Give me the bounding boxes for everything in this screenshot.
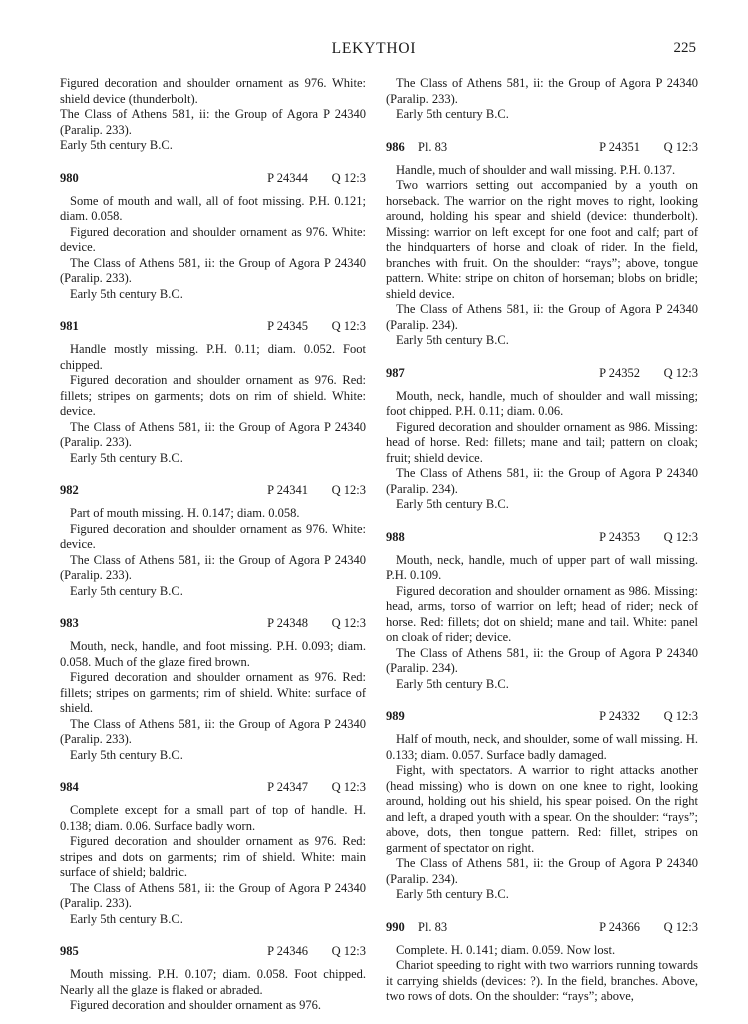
paragraph: Early 5th century B.C. (70, 911, 183, 926)
paragraph: Complete except for a small part of top of handle. H. 0.138; diam. 0.06. Surface badly worn. (60, 803, 366, 833)
inventory-number: P 24348 (267, 616, 308, 630)
paragraph: Mouth missing. P.H. 0.107; diam. 0.058. Foot chipped. Nearly all the glaze is flaked or abraded. (60, 967, 366, 997)
paragraph: Early 5th century B.C. (396, 107, 509, 121)
entry-header (386, 140, 698, 156)
catalog-number: 987 (386, 365, 405, 380)
entry-header (60, 171, 366, 187)
inventory-number: P 24352 (599, 365, 640, 380)
entry-header (386, 920, 698, 936)
paragraph: The Class of Athens 581, ii: the Group of Agora P 24340 (Paralip. 233). (60, 552, 366, 582)
inventory-number: P 24341 (267, 483, 308, 497)
entry-header (386, 709, 698, 725)
paragraph: The Class of Athens 581, ii: the Group of Agora P 24340 (Paralip. 233). (60, 419, 366, 449)
catalog-entry (60, 171, 366, 303)
grid-reference: Q 12:3 (331, 616, 366, 630)
left-column (60, 76, 366, 1014)
paragraph: Figured decoration and shoulder ornament as 976. Red: fillets; stripes on garments; rim of shield. White: surface of shield. (60, 670, 366, 715)
right-column (386, 76, 698, 1005)
paragraph: Early 5th century B.C. (396, 333, 509, 347)
paragraph: Fight, with spectators. A warrior to right attacks another (head missing) who is down on one knee to right, looking around, holding out his shield, his spear poised. On the right and left, a draped youth with a spear. On the shoulder: “rays”; above, dots, then tongue pattern. Red: fillet, stripes on garment of spectator on right. (386, 763, 698, 855)
paragraph: Some of mouth and wall, all of foot missing. P.H. 0.121; diam. 0.058. (60, 193, 366, 223)
catalog-entry (386, 140, 698, 349)
continuation-block (386, 76, 698, 123)
paragraph: Figured decoration and shoulder ornament as 976. White: shield device (thunderbolt). (60, 76, 366, 106)
entry-header (386, 366, 698, 382)
catalog-entry (60, 319, 366, 466)
paragraph: Handle, much of shoulder and wall missing. P.H. 0.137. (396, 162, 676, 177)
page-header (0, 38, 748, 60)
paragraph: Early 5th century B.C. (70, 450, 183, 465)
catalog-number: 983 (60, 616, 79, 630)
paragraph: Part of mouth missing. H. 0.147; diam. 0.058. (70, 506, 300, 520)
plate-reference: Pl. 83 (418, 919, 448, 934)
catalog-number: 989 (386, 709, 405, 723)
catalog-number: 986 (386, 139, 405, 154)
inventory-number: P 24345 (267, 319, 308, 333)
paragraph: Early 5th century B.C. (60, 138, 173, 152)
entry-header (60, 616, 366, 632)
entry-header (60, 944, 366, 960)
paragraph: The Class of Athens 581, ii: the Group of Agora P 24340 (Paralip. 233). (60, 716, 366, 746)
paragraph: Early 5th century B.C. (70, 583, 183, 598)
inventory-number: P 24347 (267, 780, 308, 794)
grid-reference: Q 12:3 (331, 170, 366, 185)
paragraph: The Class of Athens 581, ii: the Group of Agora P 24340 (Paralip. 234). (386, 645, 698, 675)
continuation-block (60, 76, 366, 154)
paragraph: Handle mostly missing. P.H. 0.11; diam. 0.052. Foot chipped. (60, 342, 366, 372)
paragraph: The Class of Athens 581, ii: the Group of Agora P 24340 (Paralip. 233). (386, 76, 698, 106)
paragraph: Mouth, neck, handle, much of shoulder and wall missing; foot chipped. P.H. 0.11; diam. 0.06. (386, 388, 698, 418)
catalog-entry (60, 483, 366, 599)
paragraph: The Class of Athens 581, ii: the Group of Agora P 24340 (Paralip. 233). (60, 107, 366, 137)
page-number: 225 (673, 40, 696, 56)
paragraph: The Class of Athens 581, ii: the Group of Agora P 24340 (Paralip. 233). (60, 255, 366, 285)
paragraph: Two warriors setting out accompanied by a youth on horseback. The warrior on the right moves to right, looking around, holding his spear and shield (device: thunderbolt). Missing: warrior on left except for one foot and calf; part of the hindquarters of horse and cloak of rider. In the field, branches with fruit. On the shoulder: “rays”; above, tongue pattern. White: stripe on chiton of horseman; blobs on bridle; shield device. (386, 178, 698, 301)
paragraph: Figured decoration and shoulder ornament as 976. White: device. (60, 521, 366, 551)
inventory-number: P 24344 (267, 170, 308, 185)
paragraph: Figured decoration and shoulder ornament as 976. (70, 998, 321, 1012)
inventory-number: P 24353 (599, 529, 640, 544)
paragraph: The Class of Athens 581, ii: the Group of Agora P 24340 (Paralip. 234). (386, 302, 698, 332)
inventory-number: P 24346 (267, 944, 308, 958)
catalog-number: 980 (60, 170, 79, 185)
paragraph: The Class of Athens 581, ii: the Group of Agora P 24340 (Paralip. 234). (386, 856, 698, 886)
paragraph: The Class of Athens 581, ii: the Group of Agora P 24340 (Paralip. 234). (386, 466, 698, 496)
inventory-number: P 24366 (599, 919, 640, 934)
paragraph: Mouth, neck, handle, much of upper part of wall missing. P.H. 0.109. (386, 552, 698, 582)
grid-reference: Q 12:3 (663, 709, 698, 723)
catalog-entry (386, 530, 698, 693)
catalog-number: 990 (386, 919, 405, 934)
inventory-number: P 24351 (599, 139, 640, 154)
paragraph: Early 5th century B.C. (70, 747, 183, 762)
running-title: LEKYTHOI (331, 40, 417, 57)
catalog-entry (386, 920, 698, 1005)
grid-reference: Q 12:3 (663, 365, 698, 380)
catalog-entry (60, 780, 366, 927)
paragraph: Complete. H. 0.141; diam. 0.059. Now lost. (396, 942, 616, 957)
paragraph: Figured decoration and shoulder ornament as 986. Missing: head, arms, torso of warrior on left; head of rider; neck of horse. Red: fillets; dot on shield; mane and tail. White: panel on cloak of rider; device. (386, 583, 698, 644)
entry-header (60, 780, 366, 796)
inventory-number: P 24332 (599, 709, 640, 723)
paragraph: Early 5th century B.C. (70, 286, 183, 301)
entry-header (60, 483, 366, 499)
catalog-number: 981 (60, 319, 79, 333)
grid-reference: Q 12:3 (331, 483, 366, 497)
plate-reference: Pl. 83 (418, 139, 448, 154)
catalog-number: 985 (60, 944, 79, 958)
grid-reference: Q 12:3 (663, 139, 698, 154)
paragraph: Chariot speeding to right with two warriors running towards it carrying shields (devices: ?). In the field, branches. Above, two rows of dots. On the shoulder: “rays”; above, (386, 958, 698, 1003)
paragraph: Mouth, neck, handle, and foot missing. P.H. 0.093; diam. 0.058. Much of the glaze fired brown. (60, 639, 366, 669)
paragraph: Figured decoration and shoulder ornament as 986. Missing: head of horse. Red: fillets; mane and tail; pattern on cloak; fruit; shield device. (386, 419, 698, 465)
paragraph: The Class of Athens 581, ii: the Group of Agora P 24340 (Paralip. 233). (60, 880, 366, 910)
catalog-entry (386, 366, 698, 513)
grid-reference: Q 12:3 (663, 529, 698, 544)
catalog-number: 984 (60, 780, 79, 794)
entry-header (60, 319, 366, 335)
paragraph: Figured decoration and shoulder ornament as 976. White: device. (60, 224, 366, 254)
grid-reference: Q 12:3 (331, 780, 366, 794)
paragraph: Early 5th century B.C. (396, 676, 509, 691)
paragraph: Half of mouth, neck, and shoulder, some of wall missing. H. 0.133; diam. 0.057. Surface badly damaged. (386, 732, 698, 762)
paragraph: Figured decoration and shoulder ornament as 976. Red: fillets; stripes on garments; dots on rim of shield. White: device. (60, 373, 366, 418)
catalog-number: 988 (386, 529, 405, 544)
paragraph: Figured decoration and shoulder ornament as 976. Red: stripes and dots on garments; rim of shield. White: main surface of shield; baldric. (60, 834, 366, 879)
catalog-entry (60, 616, 366, 763)
grid-reference: Q 12:3 (331, 944, 366, 958)
grid-reference: Q 12:3 (331, 319, 366, 333)
paragraph: Early 5th century B.C. (396, 887, 509, 901)
entry-header (386, 530, 698, 546)
paragraph: Early 5th century B.C. (396, 497, 509, 511)
catalog-entry (386, 709, 698, 903)
catalog-number: 982 (60, 483, 79, 497)
grid-reference: Q 12:3 (663, 919, 698, 934)
catalog-entry (60, 944, 366, 1014)
